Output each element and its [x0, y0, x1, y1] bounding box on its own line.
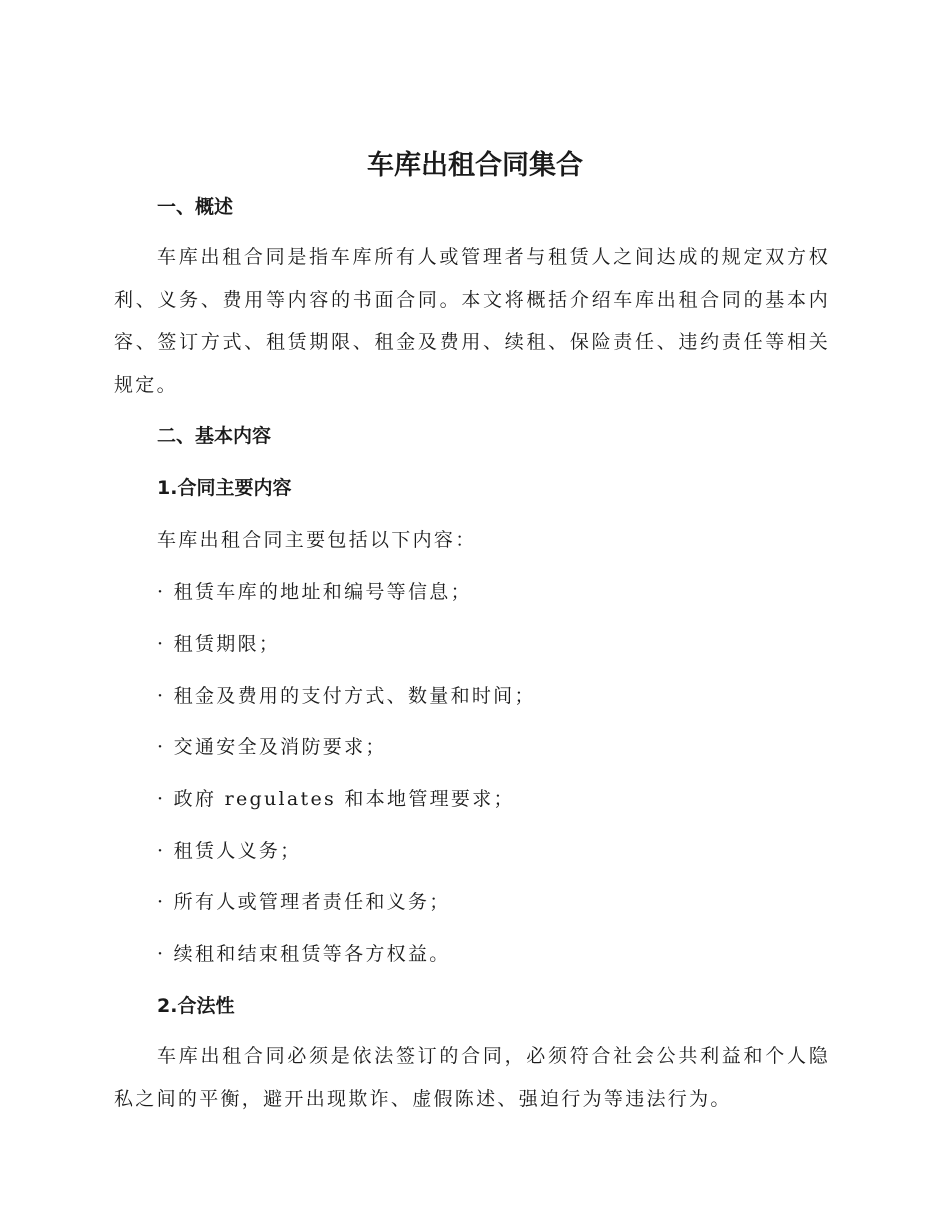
list-item: · 交通安全及消防要求； [157, 736, 387, 758]
list-item: · 所有人或管理者责任和义务； [157, 891, 451, 913]
section-heading-basic-content: 二、基本内容 [157, 425, 272, 447]
legality-paragraph: 车库出租合同必须是依法签订的合同，必须符合社会公共利益和个人隐私之间的平衡，避开出现欺诈、虚假陈述、强迫行为等违法行为。 [114, 1045, 830, 1110]
overview-paragraph: 车库出租合同是指车库所有人或管理者与租赁人之间达成的规定双方权利、义务、费用等内容的书面合同。本文将概括介绍车库出租合同的基本内容、签订方式、租赁期限、租金及费用、续租、保险责任、违约责任等相关规定。 [114, 246, 830, 396]
subsection-heading-legality: 2.合法性 [157, 995, 235, 1017]
list-item: · 租赁人义务； [157, 840, 302, 862]
document-title: 车库出租合同集合 [367, 150, 583, 181]
list-item: · 租金及费用的支付方式、数量和时间； [157, 685, 536, 707]
main-content-intro: 车库出租合同主要包括以下内容： [157, 529, 477, 551]
list-item: · 续租和结束租赁等各方权益。 [157, 943, 451, 965]
section-heading-overview: 一、概述 [157, 196, 234, 218]
list-item: · 政府 regulates 和本地管理要求； [157, 788, 515, 810]
list-item: · 租赁期限； [157, 633, 281, 655]
list-item: · 租赁车库的地址和编号等信息； [157, 581, 472, 603]
subsection-heading-main-content: 1.合同主要内容 [157, 477, 292, 499]
